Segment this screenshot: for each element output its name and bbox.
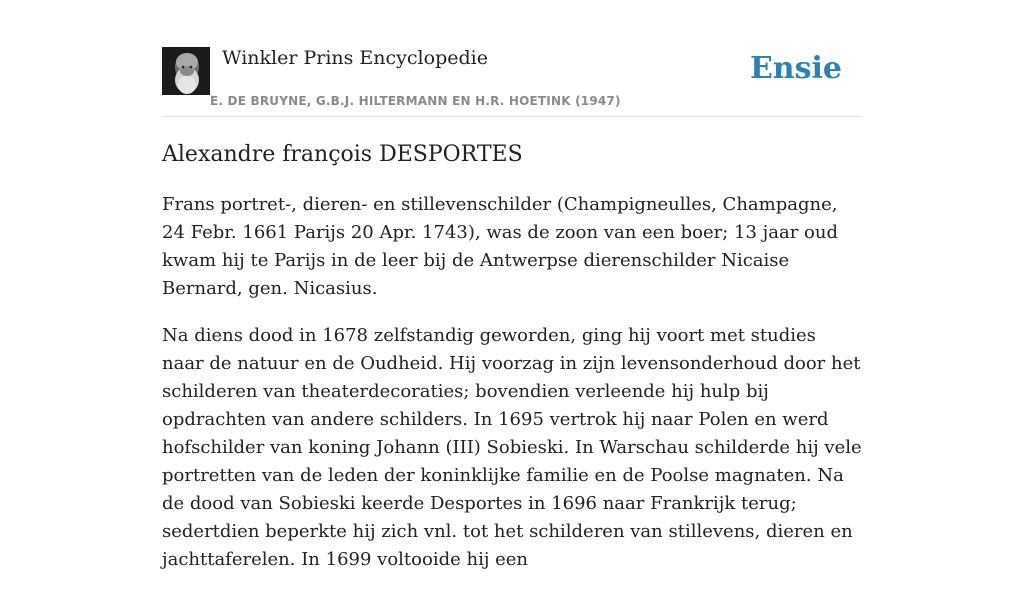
article — [162, 138, 862, 593]
author-portrait-icon — [162, 47, 210, 95]
brand-logo[interactable]: Ensie — [749, 51, 842, 86]
article-paragraph: Na diens dood in 1678 zelfstandig geworden, ging hij voort met studies naar de natuur en de Oudheid. Hij voorzag in zijn levensonderhoud door het schilderen van theaterdecoraties; bovendien verleende hij hulp bij opdrachten van andere schilders. In 1695 vertrok hij naar Polen en werd hofschilder van koning Johann (III) Sobieski. In Warschau schilderde hij vele portretten van de leden der koninklijke familie en de Poolse magnaten. Na de dood van Sobieski keerde Desportes in 1696 naar Frankrijk terug; sedertdien beperkte hij zich vnl. tot het schilderen van stillevens, dieren en jachttaferelen. In 1699 voltooide hij een — [162, 325, 862, 570]
author-avatar[interactable] — [162, 47, 210, 95]
article-title: Alexandre françois DESPORTES — [162, 142, 523, 167]
source-title[interactable]: Winkler Prins Encyclopedie — [222, 47, 488, 69]
source-header — [162, 46, 862, 117]
source-authors: E. DE BRUYNE, G.B.J. HILTERMANN EN H.R. HOETINK (1947) — [210, 94, 621, 108]
article-paragraph: Frans portret-, dieren- en stillevenschilder (Champigneulles, Champagne, 24 Febr. 1661 Parijs 20 Apr. 1743), was de zoon van een boer; 13 jaar oud kwam hij te Parijs in de leer bij de Antwerpse dierenschilder Nicaise Bernard, gen. Nicasius. — [162, 194, 838, 299]
